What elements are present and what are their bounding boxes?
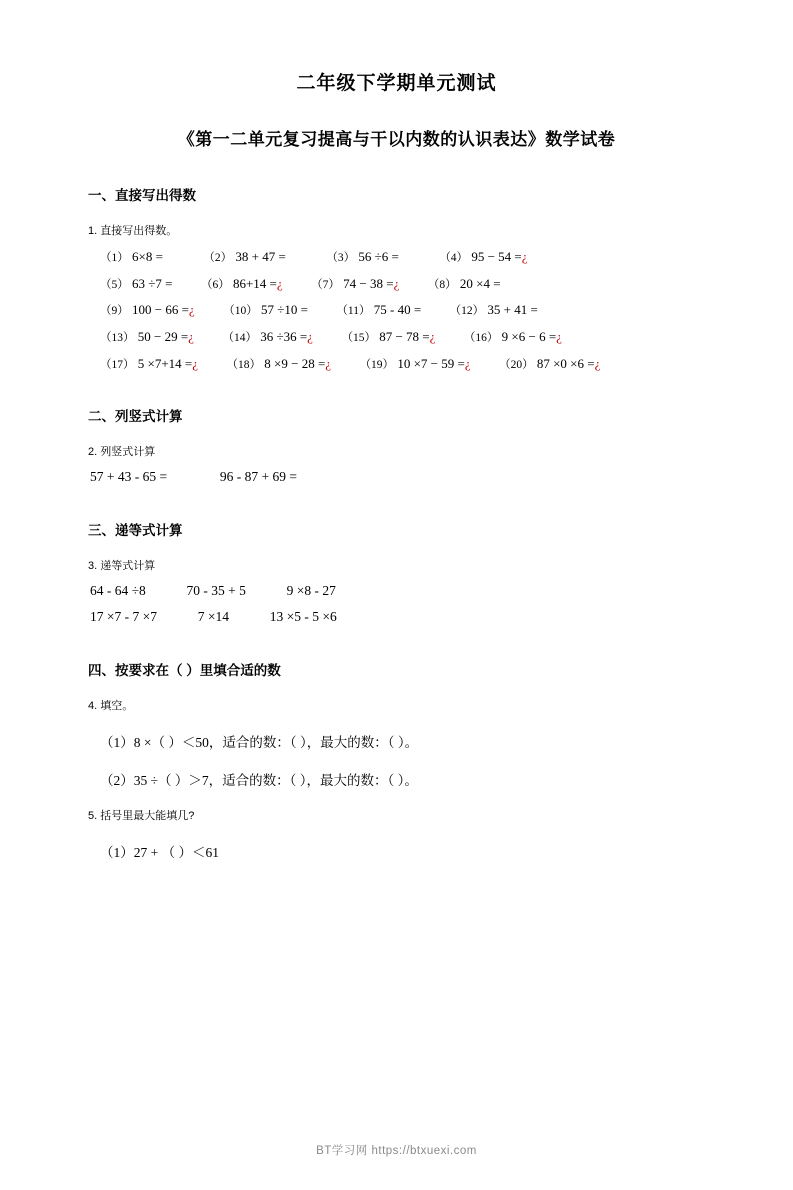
calc-expr: 9 ×8 - 27 (286, 583, 336, 599)
expr-text: 56 ÷6 = (358, 249, 399, 264)
expr-number: （5） (100, 278, 129, 291)
expr-number: （16） (463, 331, 499, 344)
expr-item (499, 357, 600, 372)
calc-expr: 13 ×5 - 5 ×6 (269, 609, 337, 625)
expr-red-mark: ¿ (188, 302, 195, 318)
calc-expr: 70 - 35 + 5 (186, 583, 246, 599)
expr-number: （4） (439, 252, 469, 264)
expr-text: 100 − 66 = (132, 302, 189, 318)
expr-text: 57 ÷10 = (260, 302, 308, 318)
expr-item (341, 330, 435, 345)
expr-item (336, 303, 421, 318)
expr-number: （8） (427, 278, 457, 291)
expr-number: （19） (359, 358, 395, 371)
expr-item (326, 250, 398, 265)
fill-blank-row: （1）27 + （ ）＜61 (100, 845, 219, 861)
expr-item (360, 357, 471, 372)
section-heading-4: 四、按要求在（ ）里填合适的数 (88, 663, 281, 679)
stepwise-calc-row (88, 583, 705, 599)
calc-expr: 17 ×7 - 7 ×7 (90, 609, 157, 625)
expr-text: 38 + 47 = (235, 249, 286, 264)
expr-text: 75 - 40 = (373, 302, 422, 318)
calc-expr: 57 + 43 - 65 = (90, 469, 168, 485)
expr-number: （7） (311, 278, 340, 291)
expr-text: 9 ×6 − 6 = (501, 328, 557, 344)
expr-text: 8 ×9 − 28 = (264, 355, 326, 371)
section-heading-3: 三、递等式计算 (88, 523, 183, 539)
question-label-5: 5. 括号里最大能填几? (88, 810, 195, 823)
calc-expr: 7 ×14 (197, 609, 229, 625)
answer-row (88, 303, 705, 318)
question-label-3: 3. 递等式计算 (88, 560, 156, 573)
answer-row (88, 357, 705, 372)
expr-item (311, 277, 399, 292)
expr-number: （6） (200, 278, 230, 291)
expr-number: （18） (226, 358, 262, 371)
expr-item (464, 330, 562, 345)
expr-number: （2） (203, 252, 233, 264)
expr-text: 5 ×7+14 = (137, 355, 193, 371)
expr-red-mark: ¿ (276, 275, 283, 291)
question-label-1: 1. 直接写出得数。 (88, 225, 178, 237)
expr-item (203, 250, 285, 265)
expr-text: 86+14 = (232, 275, 277, 291)
expr-red-mark: ¿ (307, 328, 313, 344)
vertical-calc-row (88, 469, 705, 485)
expr-text: 95 − 54 = (471, 249, 522, 264)
answer-row (88, 250, 705, 265)
expr-item (222, 330, 313, 345)
answer-row (88, 330, 705, 345)
fill-blank-row: （1）8 ×（ ）＜50，适合的数：（ ），最大的数：（ ）。 (100, 735, 419, 751)
expr-item (223, 303, 308, 318)
expr-item (201, 277, 283, 292)
expr-text: 63 ÷7 = (132, 275, 173, 291)
page-subtitle: 《第一二单元复习提高与干以内数的认识表达》数学试卷 (177, 130, 616, 149)
expr-number: （1） (100, 252, 129, 264)
expr-text: 87 − 78 = (379, 328, 430, 344)
expr-text: 87 ×0 ×6 = (536, 355, 595, 371)
expr-text: 10 ×7 − 59 = (397, 355, 465, 371)
page-title: 二年级下学期单元测试 (296, 73, 497, 94)
expr-item (100, 303, 195, 318)
answer-row (88, 277, 705, 292)
expr-item (100, 277, 172, 292)
expr-red-mark: ¿ (192, 355, 199, 371)
expr-text: 74 − 38 = (343, 275, 394, 291)
expr-red-mark: ¿ (521, 249, 528, 264)
expr-red-mark: ¿ (594, 355, 601, 371)
expr-number: （20） (499, 358, 534, 371)
calc-expr: 64 - 64 ÷8 (90, 583, 146, 599)
expr-text: 20 ×4 = (459, 275, 501, 291)
expr-item (100, 330, 194, 345)
expr-text: 36 ÷36 = (260, 328, 308, 344)
expr-number: （15） (341, 331, 376, 344)
section-heading-2: 二、列竖式计算 (88, 409, 183, 425)
expr-item (227, 357, 332, 372)
expr-item (428, 277, 501, 292)
expr-item (450, 303, 538, 318)
expr-number: （9） (100, 305, 129, 318)
expr-number: （12） (449, 305, 485, 318)
exam-page (0, 68, 793, 1190)
section-heading-1: 一、直接写出得数 (88, 188, 196, 203)
expr-red-mark: ¿ (325, 355, 332, 371)
expr-text: 35 + 41 = (487, 302, 538, 318)
question-label-4: 4. 填空。 (88, 700, 134, 713)
expr-number: （17） (100, 358, 135, 371)
expr-red-mark: ¿ (393, 275, 400, 291)
page-footer: BT学习网 https://btxuexi.com (316, 1145, 477, 1157)
expr-item (439, 250, 527, 265)
expr-number: （14） (222, 331, 257, 344)
expr-item (100, 357, 198, 372)
expr-red-mark: ¿ (188, 328, 194, 344)
expr-text: 6×8 = (132, 249, 163, 264)
expr-number: （3） (326, 252, 356, 264)
expr-number: （13） (100, 331, 135, 344)
calc-expr: 96 - 87 + 69 = (219, 469, 297, 485)
expr-number: （10） (223, 305, 258, 318)
expr-text: 50 − 29 = (137, 328, 189, 344)
question-label-2: 2. 列竖式计算 (88, 446, 156, 459)
expr-red-mark: ¿ (556, 328, 562, 344)
expr-red-mark: ¿ (464, 355, 471, 371)
expr-red-mark: ¿ (429, 328, 436, 344)
expr-number: （11） (336, 305, 371, 318)
stepwise-calc-row (88, 609, 705, 625)
fill-blank-row: （2）35 ÷（ ）＞7，适合的数：（ ），最大的数：（ ）。 (100, 773, 418, 789)
expr-item (100, 250, 163, 265)
